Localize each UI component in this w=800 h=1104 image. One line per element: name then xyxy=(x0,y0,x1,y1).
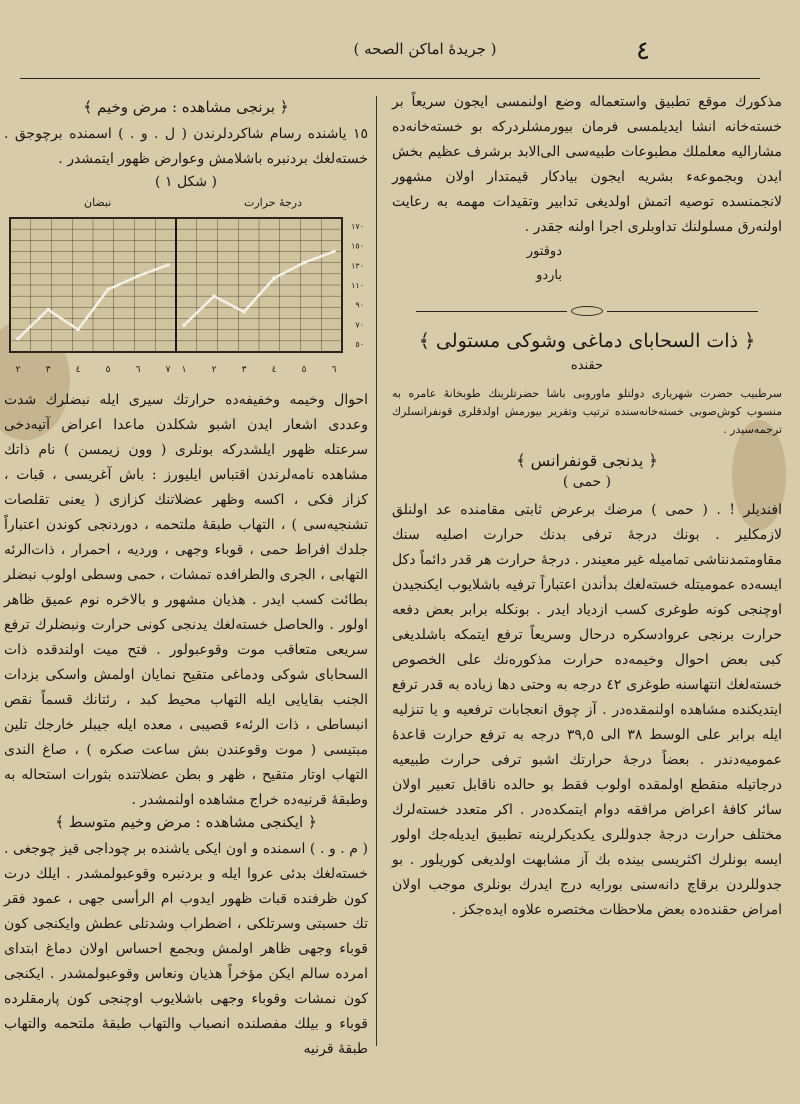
observation-two-title: ﴿ ايكنجى مشاهده : مرض وخيم متوسط ﴾ xyxy=(55,813,317,831)
chart-point xyxy=(16,337,20,341)
signature-title: دوقتور xyxy=(526,244,562,259)
column-divider xyxy=(376,96,377,1046)
y-tick-label: ١٥٠ xyxy=(351,241,364,251)
page-number: ٤ xyxy=(636,36,650,66)
article-title: ﴿ ذات السحاباى دماغى وشوكى مستولى ﴾ xyxy=(418,330,756,352)
intro-paragraph: مذكورك موقع تطبيق واستعماله وضع اولنمسى ايجون سريعاً بر خسته‌خانه انشا ايديلمسى فرمان بيورمشلردركه بو خسته‌خانه‌ده مشاراليه معلملك مطبوعات طبيه‌سى الى‌الابد برشرف عظيم بخش ايدن وبجموعه‌ء بشريه ايجون بيادكار قيمتدار اولان مشهور لانجمنسده توصيه اتمش اولديغى تدابير وتقيدات مهمه به رعايت اولنه‌رق مسلولنك تداوبلرى اجرا اولنه جقدر . xyxy=(392,94,782,235)
chart-point xyxy=(106,288,110,292)
y-tick-label: ٩٠ xyxy=(355,300,364,310)
chart-point xyxy=(272,277,276,281)
right-column xyxy=(392,90,782,923)
chart-point xyxy=(242,310,246,314)
chart-point xyxy=(212,294,216,298)
conference-text xyxy=(392,498,782,923)
y-tick-label: ١٧٠ xyxy=(351,222,364,231)
y-tick-label: ١٣٠ xyxy=(351,261,364,271)
chart-degree-label: درجهٔ حرارت xyxy=(244,196,302,209)
article-subtitle: حقنده xyxy=(570,358,604,373)
header-rule xyxy=(20,78,760,79)
journal-title: ( جريدهٔ اماكن الصحه ) xyxy=(353,40,497,58)
x-tick-label: ٤ xyxy=(271,365,277,375)
chart-pulse-label: نبضان xyxy=(84,196,112,209)
left-column xyxy=(4,98,368,1062)
figure-label: ( شكل ١ ) xyxy=(155,174,217,190)
x-tick-label: ٤ xyxy=(75,365,81,375)
x-tick-label: ٢ xyxy=(211,365,217,375)
x-tick-label: ٢ xyxy=(15,365,21,375)
ornament-divider xyxy=(416,306,758,316)
chart-point xyxy=(182,323,186,327)
x-tick-label: ٥ xyxy=(105,365,111,375)
chart-svg xyxy=(4,196,368,378)
x-tick-label: ٥ xyxy=(301,365,307,375)
x-tick-label: ٦ xyxy=(331,365,337,375)
left-text-block xyxy=(4,388,368,1062)
x-tick-label: ٣ xyxy=(241,365,247,375)
y-tick-label: ٧٠ xyxy=(355,320,364,330)
observation-two-text: ( م . و . ) اسمنده و اون ايكى ياشنده بر چوداجى قيز چوجغى . خسته‌لغك بدئى عروا ايله و بردنبره وقوعبولمشدر . ايلك درت كون ظرفنده قبات ظهور ايدوب ام الرأسى جهى ، عمود فقر تك حسبتى وسرتلكى ، اضطراب وشدتلى عطش وايكنجى كون قوباء وجهى ظاهر اولمش وبجمع احساس اولان دماغ ابتداى امرده سالم ايكن مؤخراً هذيان ونعاس وقوعبولمشدر . ايكنجى كون نمشات وقوباء وجهى باشلايوب اوچنجى كون پارمقلرده قوباء و بيلك مفصلنده انصباب والتهاب طبقهٔ ملتحمه والتهاب طبقهٔ قرنيه xyxy=(4,841,368,1057)
x-tick-label: ٧ xyxy=(165,365,171,375)
chart-point xyxy=(46,308,50,312)
chart-point xyxy=(166,263,170,267)
y-tick-label: ٥٠ xyxy=(355,340,364,349)
temperature-pulse-chart xyxy=(4,196,368,378)
observation-one-title: ﴿ برنجى مشاهده : مرض وخيم ﴾ xyxy=(83,98,289,116)
text-after-chart: احوال وخيمه وخفيفه‌ده حرارتك سيرى ايله نبضلرك شدت وعددى اشعار ايدن اشبو شكلدن ماعدا اعراض آتيه‌دخى سرعتله ظهور ايلشدركه بونلرى ( وون زيمسن ) نام ذاتك مشاهده نامه‌لرندن اقتباس ايليورز : باش آغريسى ، قبات ، كزاز فكى ، اكسه وظهر عضلاتنك كزازى ( يعنى تقلصات تشنجيه‌سى ) ، التهاب طبقهٔ ملتحمه ، دوردنجى كوندن اعتباراً جلدك افراط حمى ، قوباء وجهى ، ورديه ، احمرار ، ذات‌الرئه التهابى ، الجرى والطرافده تمشات ، حمى وسطى اولوب نبضلر بطائت كسب ايدر . هذيان مشهور و بالاخره نوم عميق ظاهر اولور . والحاصل خسته‌لغك يدنجى كونى حرارت ونبضلرك ترفع سريعى متعاقب موت وقوعبولور . فتح ميت اولندقده ذات السحاباى شوكى ودماغى متقيح نمايان اولمش واسكى بزدات الجنب بقايايى ايله التهاب محيط كبد ، رئتانك قسماً نقص انبساطى ، ذات الرئه‌ء قصيبى ، معده ايله جيبلر خارجك تلين مبتيسى ( موت وقوعندن بش ساعت صكره ) ، صاغ الندى التهاب اوتار متقيح ، ظهر و بطن عضلاتنده بثورات استحاله به وطبقهٔ قرنيه‌ده خراج مشاهده اولنمشدر . xyxy=(4,392,368,808)
chart-point xyxy=(76,328,80,332)
signature-name: باردو xyxy=(536,268,562,283)
article-note: سرطبيب حضرت شهريارى دولتلو ماوروبى باشا حضرتلرينك طوبخانهٔ عامره به منسوب كوش‌صوبى خسته‌خانه‌سنده ترتيب وتقرير بيورمش اولدقلرى قونفرانسلرك ترجمه‌سيدر . xyxy=(392,387,782,436)
chart-point xyxy=(136,274,140,278)
chart-point xyxy=(302,261,306,265)
x-tick-label: ٦ xyxy=(135,365,141,375)
observation-one-text: ١٥ ياشنده رسام شاكردلرندن ( ل . و . ) اسمنده برچوجق . خسته‌لغك بردنبره باشلامش وعوارض ظهور ايتمشدر . xyxy=(4,126,368,167)
y-tick-label: ١١٠ xyxy=(351,281,364,290)
chart-point xyxy=(332,250,336,254)
conference-subtitle: ( حمى ) xyxy=(562,474,612,490)
x-tick-label: ٣ xyxy=(45,365,51,375)
article-text: افنديلر ! . ( حمى ) مرضك برعرض ثابتى مقامنده عد اولنلق لازمكلير . بونك درجهٔ ترفى بدنك حرارت اصليه سنك مقاومتمدنناشى تماميله غير معيندر . درجهٔ حرارت هر قدر دائماً دكل ايسه‌ده عموميتله خسته‌لغك بدأندن اعتباراً ترفيه باشلايوب ايكنجيدن اوچنجى كونه طوغرى كسب ازدياد ايدر . بونكله برابر بعض دفعه حرارت برنجى عروادسكره درحال وسريعاً ترفع ايتمكه باشلديغى كبى بعض احوال وخيمه‌ده حرارت مذكوره‌نك على الخصوص خسته‌لغك انتهاسنه طوغرى ٤٢ درجه به وحتى دها زياده به قدر ترفع ايتديكنده مشاهده اولنمقده‌در . آز چوق انعجابات ترفعيه و يا تنزليه ايله برابر على الوسط ٣٨ الى ٣٩,٥ درجه به ترفع حرارت قاعدهٔ عموميه‌دندر . بعضاً درجهٔ حرارتك اشبو ترفى حرارت طبيعيه درجاتيله منقطع اولمقده اولوب فقط بو حالده ناقابل تعبير اولان سائر كافهٔ اعراض مرافقه دوام ايتمكده‌در . اكر متعدد خسته‌لرك مختلف حرارت درجهٔ جدوللرى يكديكرلرينه تطبيق ايديله‌جك اولور ايسه بونلرك اكثريسى بينده بك آز مشابهت اولديغى كوريلور . بو جدوللردن برقاچ دانه‌سنى بورايه درج ايدرك بونلرى موجب اولان امراض حقنده‌ده بعض ملاحظات مختصره علاوه ايده‌جكز . xyxy=(392,502,782,918)
conference-title: ﴿ يدنجى قونفرانس ﴾ xyxy=(516,451,658,470)
x-tick-label: ١ xyxy=(181,365,187,375)
